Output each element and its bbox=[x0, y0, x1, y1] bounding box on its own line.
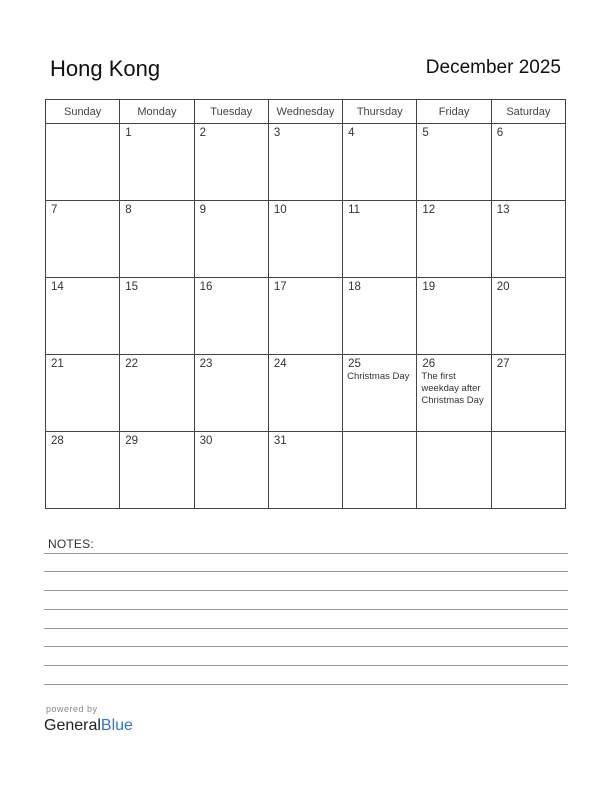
day-cell bbox=[491, 201, 565, 278]
day-number: 4 bbox=[348, 127, 355, 139]
day-cell bbox=[491, 432, 565, 509]
day-cell bbox=[46, 278, 120, 355]
day-number: 12 bbox=[422, 204, 436, 216]
day-cell bbox=[46, 432, 120, 509]
day-cell bbox=[268, 201, 342, 278]
day-number: 8 bbox=[125, 204, 132, 216]
day-cell bbox=[343, 278, 417, 355]
note-line bbox=[44, 665, 568, 666]
day-number bbox=[46, 124, 119, 126]
region-title: Hong Kong bbox=[50, 56, 161, 81]
note-line bbox=[44, 628, 568, 629]
generalblue-logo bbox=[44, 717, 133, 735]
day-number: 22 bbox=[125, 358, 139, 370]
day-cell bbox=[268, 432, 342, 509]
weekday-sunday: Sunday bbox=[46, 100, 120, 124]
day-cell bbox=[268, 278, 342, 355]
day-number: 15 bbox=[125, 281, 139, 293]
weekday-thursday: Thursday bbox=[343, 100, 417, 124]
day-number: 23 bbox=[199, 358, 213, 370]
day-cell bbox=[491, 124, 565, 201]
day-number: 14 bbox=[51, 281, 64, 293]
day-cell bbox=[268, 355, 342, 432]
day-cell bbox=[194, 355, 268, 432]
day-number: 24 bbox=[273, 358, 287, 370]
weekday-monday: Monday bbox=[120, 100, 194, 124]
day-number: 20 bbox=[496, 281, 510, 293]
day-cell bbox=[194, 432, 268, 509]
day-cell bbox=[343, 355, 417, 432]
day-cell bbox=[46, 124, 120, 201]
day-cell bbox=[120, 124, 194, 201]
day-number: 10 bbox=[273, 204, 287, 216]
calendar-week-row bbox=[46, 432, 566, 509]
day-number: 30 bbox=[199, 435, 213, 447]
calendar-week-row bbox=[46, 124, 566, 201]
day-cell bbox=[120, 278, 194, 355]
day-number: 28 bbox=[51, 435, 64, 447]
powered-by-text: powered by bbox=[46, 704, 98, 714]
day-cell bbox=[120, 355, 194, 432]
day-cell bbox=[46, 355, 120, 432]
day-cell bbox=[46, 201, 120, 278]
day-cell bbox=[417, 355, 491, 432]
day-cell bbox=[417, 278, 491, 355]
day-number: 26 bbox=[422, 358, 436, 370]
calendar-grid bbox=[45, 99, 566, 509]
note-line bbox=[44, 646, 568, 647]
day-number: 21 bbox=[51, 358, 64, 370]
weekday-saturday: Saturday bbox=[491, 100, 565, 124]
weekday-tuesday: Tuesday bbox=[194, 100, 268, 124]
day-number: 31 bbox=[273, 435, 287, 447]
day-cell bbox=[343, 124, 417, 201]
day-number: 3 bbox=[273, 127, 281, 139]
day-number bbox=[417, 432, 490, 434]
day-number: 25 bbox=[348, 358, 361, 370]
day-number: 13 bbox=[496, 204, 510, 216]
day-number: 9 bbox=[199, 204, 206, 216]
day-number bbox=[343, 432, 416, 434]
day-number: 29 bbox=[125, 435, 139, 447]
calendar-week-row bbox=[46, 355, 566, 432]
calendar-week-row bbox=[46, 278, 566, 355]
day-cell bbox=[417, 432, 491, 509]
logo-part-general: General bbox=[44, 717, 101, 734]
day-cell bbox=[343, 432, 417, 509]
holiday-label: Christmas Day bbox=[347, 371, 410, 382]
day-cell bbox=[343, 201, 417, 278]
day-cell bbox=[120, 432, 194, 509]
day-number: 1 bbox=[125, 127, 132, 139]
month-title: December 2025 bbox=[425, 57, 561, 78]
day-number: 18 bbox=[348, 281, 361, 293]
notes-label: NOTES: bbox=[48, 537, 94, 551]
day-cell bbox=[268, 124, 342, 201]
weekday-wednesday: Wednesday bbox=[268, 100, 342, 124]
day-cell bbox=[491, 278, 565, 355]
note-line bbox=[44, 684, 568, 685]
weekday-header-row bbox=[46, 100, 566, 124]
day-cell bbox=[491, 355, 565, 432]
day-number: 27 bbox=[496, 358, 510, 370]
day-cell bbox=[194, 124, 268, 201]
day-cell bbox=[417, 124, 491, 201]
day-cell bbox=[194, 201, 268, 278]
day-cell bbox=[194, 278, 268, 355]
day-number: 19 bbox=[422, 281, 436, 293]
holiday-label: The first weekday after Christmas Day bbox=[421, 371, 484, 406]
day-cell bbox=[417, 201, 491, 278]
day-cell bbox=[120, 201, 194, 278]
day-number: 7 bbox=[51, 204, 58, 216]
note-line bbox=[44, 553, 568, 554]
logo-part-blue: Blue bbox=[100, 717, 133, 734]
day-number: 2 bbox=[199, 127, 206, 139]
day-number: 6 bbox=[496, 127, 504, 139]
day-number: 16 bbox=[199, 281, 213, 293]
note-line bbox=[44, 590, 568, 591]
weekday-friday: Friday bbox=[417, 100, 491, 124]
day-number: 17 bbox=[273, 281, 287, 293]
note-line bbox=[44, 571, 568, 572]
day-number: 11 bbox=[348, 204, 361, 216]
day-number bbox=[492, 432, 565, 434]
day-number: 5 bbox=[422, 127, 429, 139]
calendar-week-row bbox=[46, 201, 566, 278]
note-line bbox=[44, 609, 568, 610]
